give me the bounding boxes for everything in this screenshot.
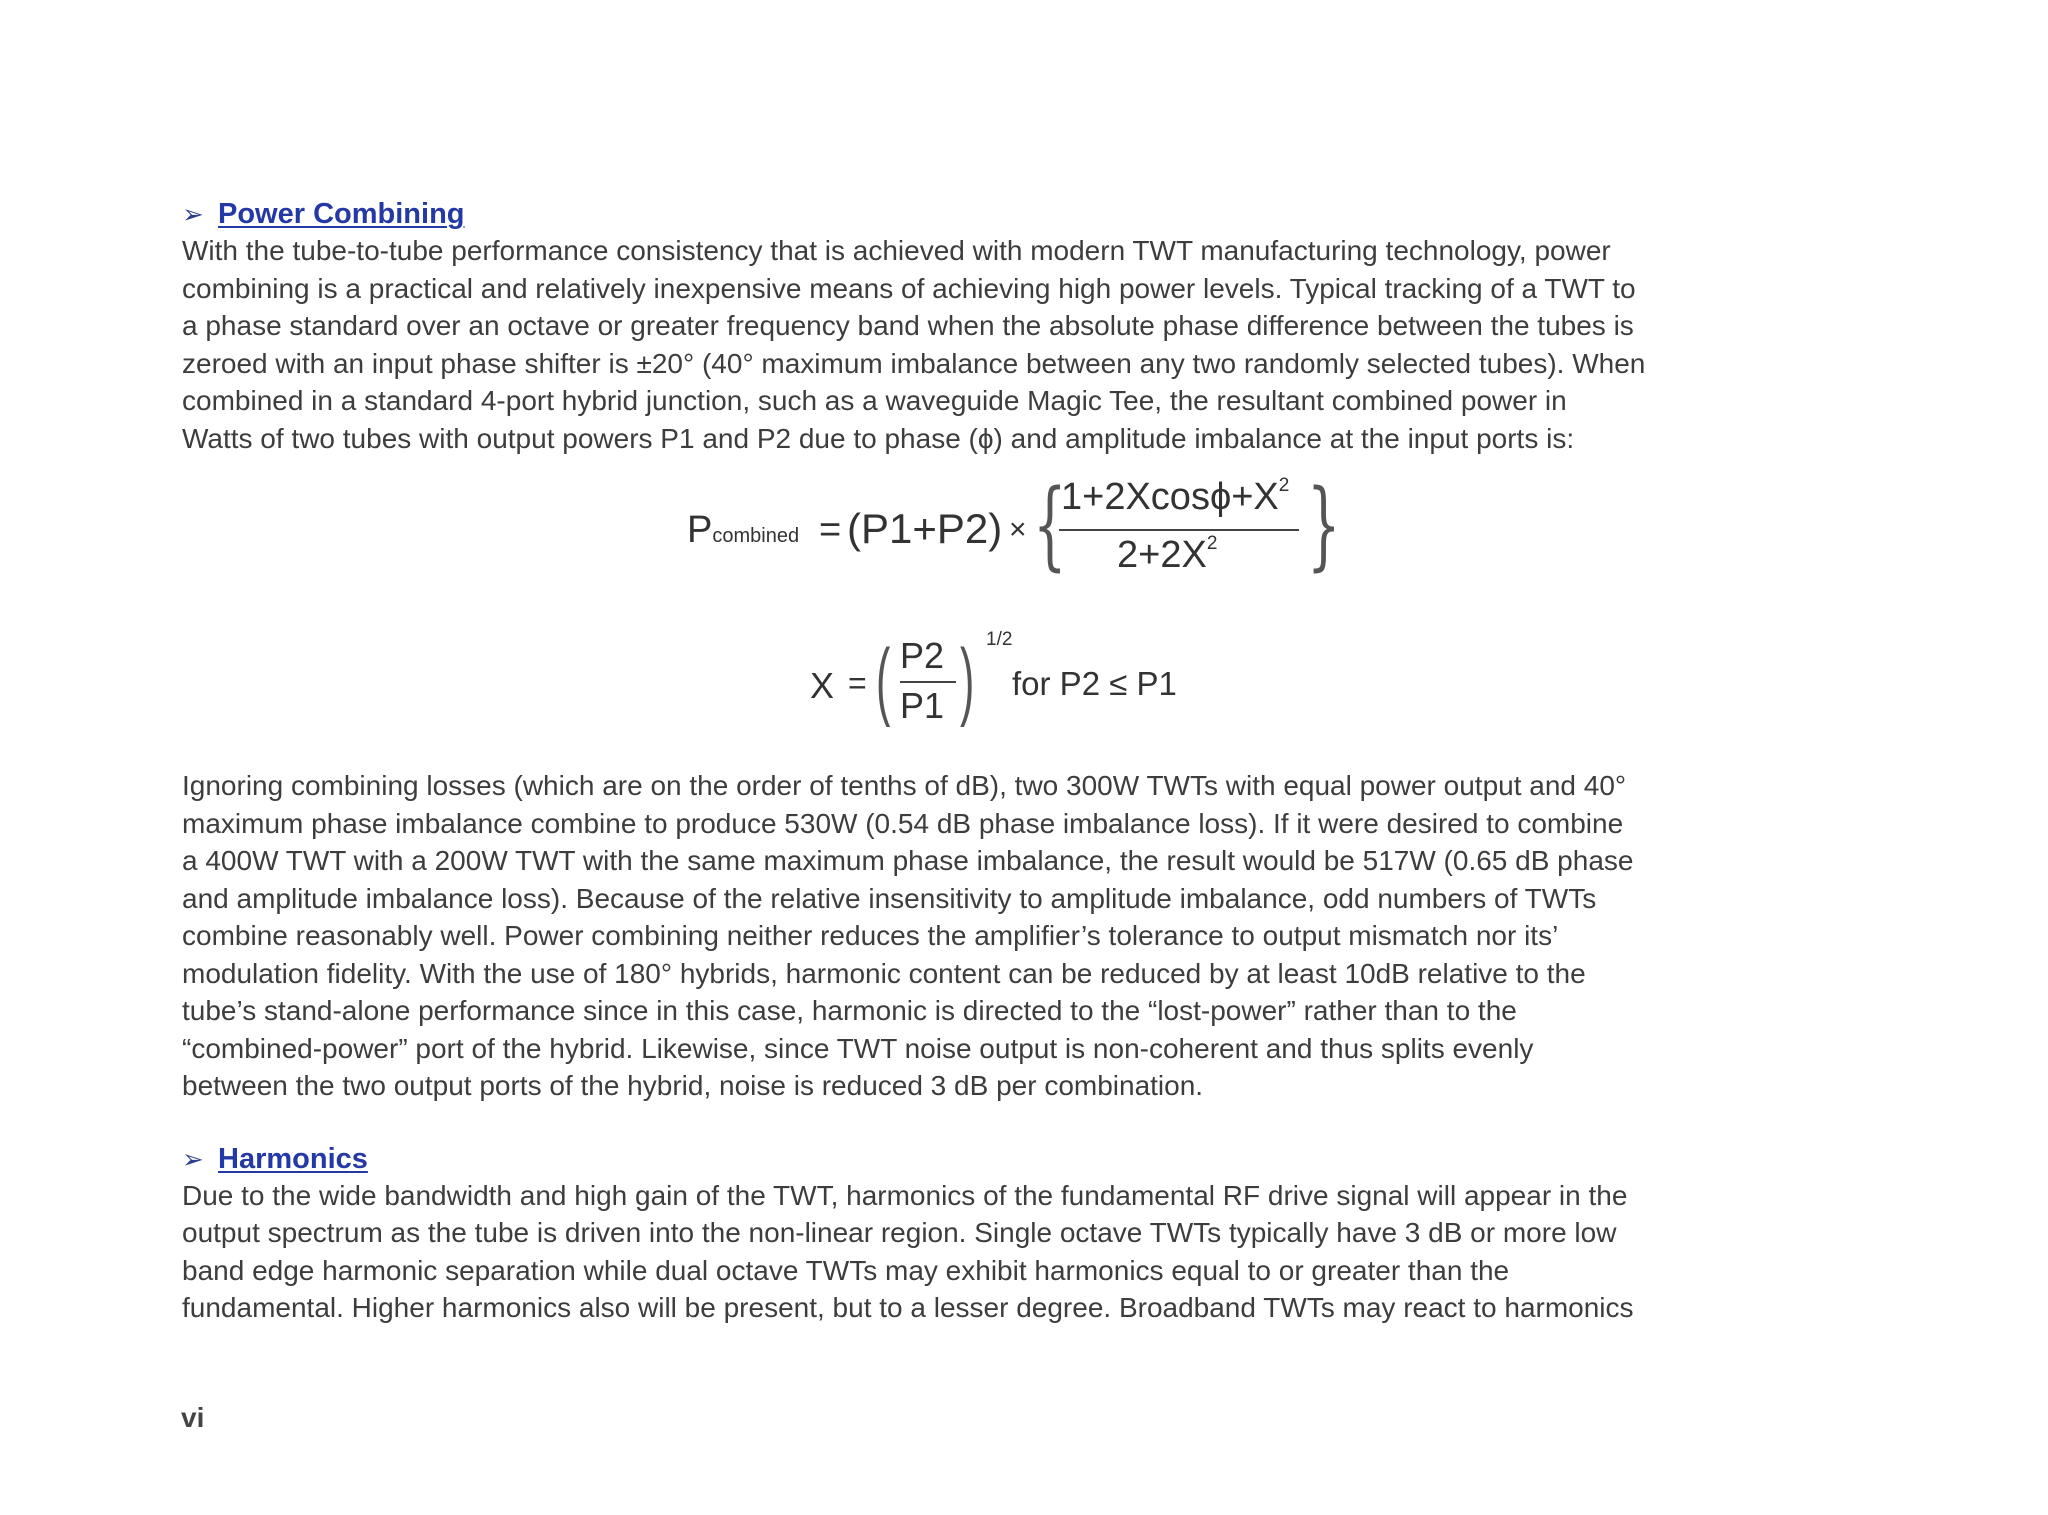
ratio-denominator: P1 (900, 685, 945, 726)
power-sum: (P1+P2) (847, 505, 1003, 552)
text-line: Watts of two tubes with output powers P1 and P2 due to phase (ϕ) and amplitude imbalance at the input ports is: (182, 422, 1575, 454)
harmonics-paragraph-1 (182, 1177, 1812, 1327)
text-line: fundamental. Higher harmonics also will be present, but to a lesser degree. Broadband TWTs may react to harmonics (182, 1292, 1634, 1323)
power-combining-link[interactable]: Power Combining (218, 198, 465, 230)
power-combining-paragraph-2 (182, 767, 1812, 1105)
arrow-bullet-icon: ➢ (182, 1143, 204, 1174)
ratio-numerator: P2 (900, 635, 945, 676)
text-line: combined in a standard 4-port hybrid junction, such as a waveguide Magic Tee, the resultant combined power in (182, 385, 1567, 416)
text-line: tube’s stand-alone performance since in this case, harmonic is directed to the “lost-power” rather than to the (182, 995, 1517, 1026)
text-line: a 400W TWT with a 200W TWT with the same maximum phase imbalance, the result would be 517W (0.65 dB phase (182, 845, 1634, 876)
text-line: a phase standard over an octave or greater frequency band when the absolute phase difference between the tubes is (182, 310, 1634, 341)
right-brace: } (1307, 469, 1341, 581)
harmonics-link[interactable]: Harmonics (218, 1142, 368, 1175)
section-spacer (182, 1105, 1812, 1141)
text-line: Ignoring combining losses (which are on the order of tenths of dB), two 300W TWTs with equal power output and 40° (182, 770, 1627, 801)
fraction-bar (1059, 529, 1299, 531)
formula-denominator: $2+2X^2$ (1117, 533, 1218, 576)
formula-numerator: $1+2Xcos\phi+X^2$ (1061, 475, 1290, 518)
power-combining-paragraph-1 (182, 232, 1812, 457)
text-line: zeroed with an input phase shifter is ±20° (40° maximum imbalance between any two randomly selected tubes). When (182, 347, 1646, 379)
text-line: maximum phase imbalance combine to produce 530W (0.54 dB phase imbalance loss). If it were desired to combine (182, 807, 1624, 839)
left-paren: ( (876, 632, 891, 728)
text-line: and amplitude imbalance loss). Because of the relative insensitivity to amplitude imbalance, odd numbers of TWTs (182, 882, 1597, 914)
equals-sign: = (819, 509, 842, 551)
formula-lhs: Pcombined (687, 509, 800, 551)
formula-x-lhs: X (810, 665, 835, 706)
document-page (182, 196, 1812, 1327)
text-line: output spectrum as the tube is driven into the non-linear region. Single octave TWTs typically have 3 dB or more low (182, 1217, 1617, 1248)
combined-power-formula (687, 469, 1341, 595)
right-paren: ) (960, 632, 975, 728)
text-line: With the tube-to-tube performance consistency that is achieved with modern TWT manufacturing technology, power (182, 235, 1611, 266)
text-line: “combined-power” port of the hybrid. Likewise, since TWT noise output is non-coherent and thus splits evenly (182, 1032, 1534, 1064)
formula-condition: for P2 ≤ P1 (1012, 665, 1177, 702)
text-line: Due to the wide bandwidth and high gain of the TWT, harmonics of the fundamental RF drive signal will appear in the (182, 1179, 1628, 1211)
left-brace: { (1033, 469, 1067, 581)
times-sign: × (1009, 513, 1027, 546)
text-line: band edge harmonic separation while dual octave TWTs may exhibit harmonics equal to or greater than the (182, 1254, 1510, 1286)
text-line: combine reasonably well. Power combining neither reduces the amplifier’s tolerance to output mismatch nor its’ (182, 920, 1559, 951)
text-line: combining is a practical and relatively inexpensive means of achieving high power levels. Typical tracking of a TWT to (182, 272, 1636, 304)
x-definition-formula (810, 629, 1330, 745)
section-heading-harmonics (182, 1141, 1812, 1177)
page-number: vi (181, 1402, 205, 1433)
text-line: between the two output ports of the hybrid, noise is reduced 3 dB per combination. (182, 1070, 1204, 1101)
formula-block (182, 457, 1812, 767)
section-heading-power-combining (182, 196, 1812, 232)
fraction-bar (900, 681, 956, 683)
text-line: modulation fidelity. With the use of 180° hybrids, harmonic content can be reduced by at least 10dB relative to the (182, 957, 1586, 989)
arrow-bullet-icon: ➢ (182, 199, 204, 229)
equals-sign: = (848, 665, 867, 701)
ratio-exponent: 1/2 (986, 629, 1013, 650)
